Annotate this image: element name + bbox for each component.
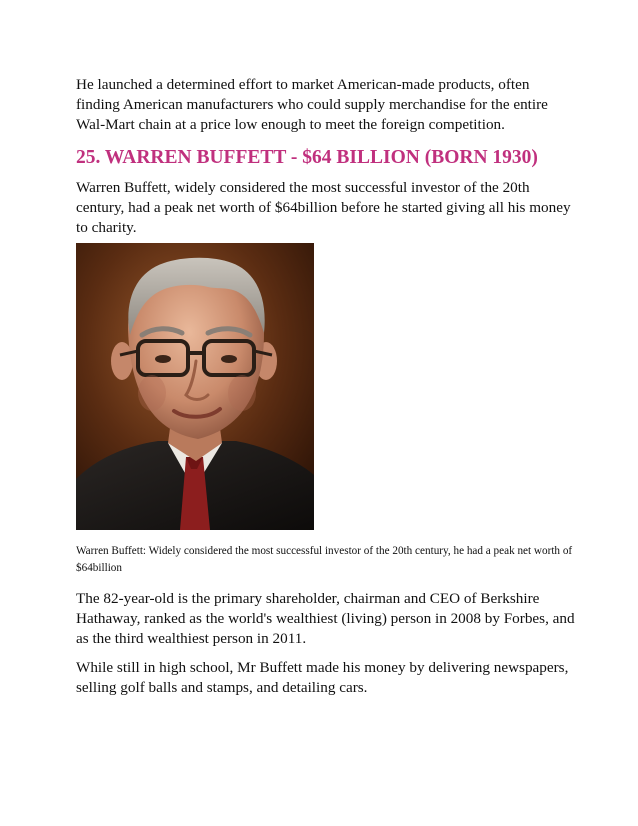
intro-paragraph: He launched a determined effort to market American-made products, often finding American manufacturers who could supply merchandise for the entire Wal-Mart chain at a price low enough to meet the foreign competition. (76, 76, 548, 133)
summary-paragraph: Warren Buffett, widely considered the most successful investor of the 20th century, had a peak net worth of $64billion before he started giving all his money to charity. (76, 179, 571, 236)
section-heading: 25. WARREN BUFFETT - $64 BILLION (BORN 1930) (76, 147, 538, 168)
photo-caption: Warren Buffett: Widely considered the most successful investor of the 20th century, he had a peak net worth of $64billion (76, 545, 573, 574)
role-paragraph: The 82-year-old is the primary shareholder, chairman and CEO of Berkshire Hathaway, ranked as the world's wealthiest (living) person in 2008 by Forbes, and as the third wealthiest person in 2011. (76, 590, 575, 647)
portrait-photo (76, 243, 314, 530)
youth-paragraph: While still in high school, Mr Buffett made his money by delivering newspapers, selling golf balls and stamps, and detailing cars. (76, 659, 569, 696)
portrait-illustration (76, 243, 314, 530)
